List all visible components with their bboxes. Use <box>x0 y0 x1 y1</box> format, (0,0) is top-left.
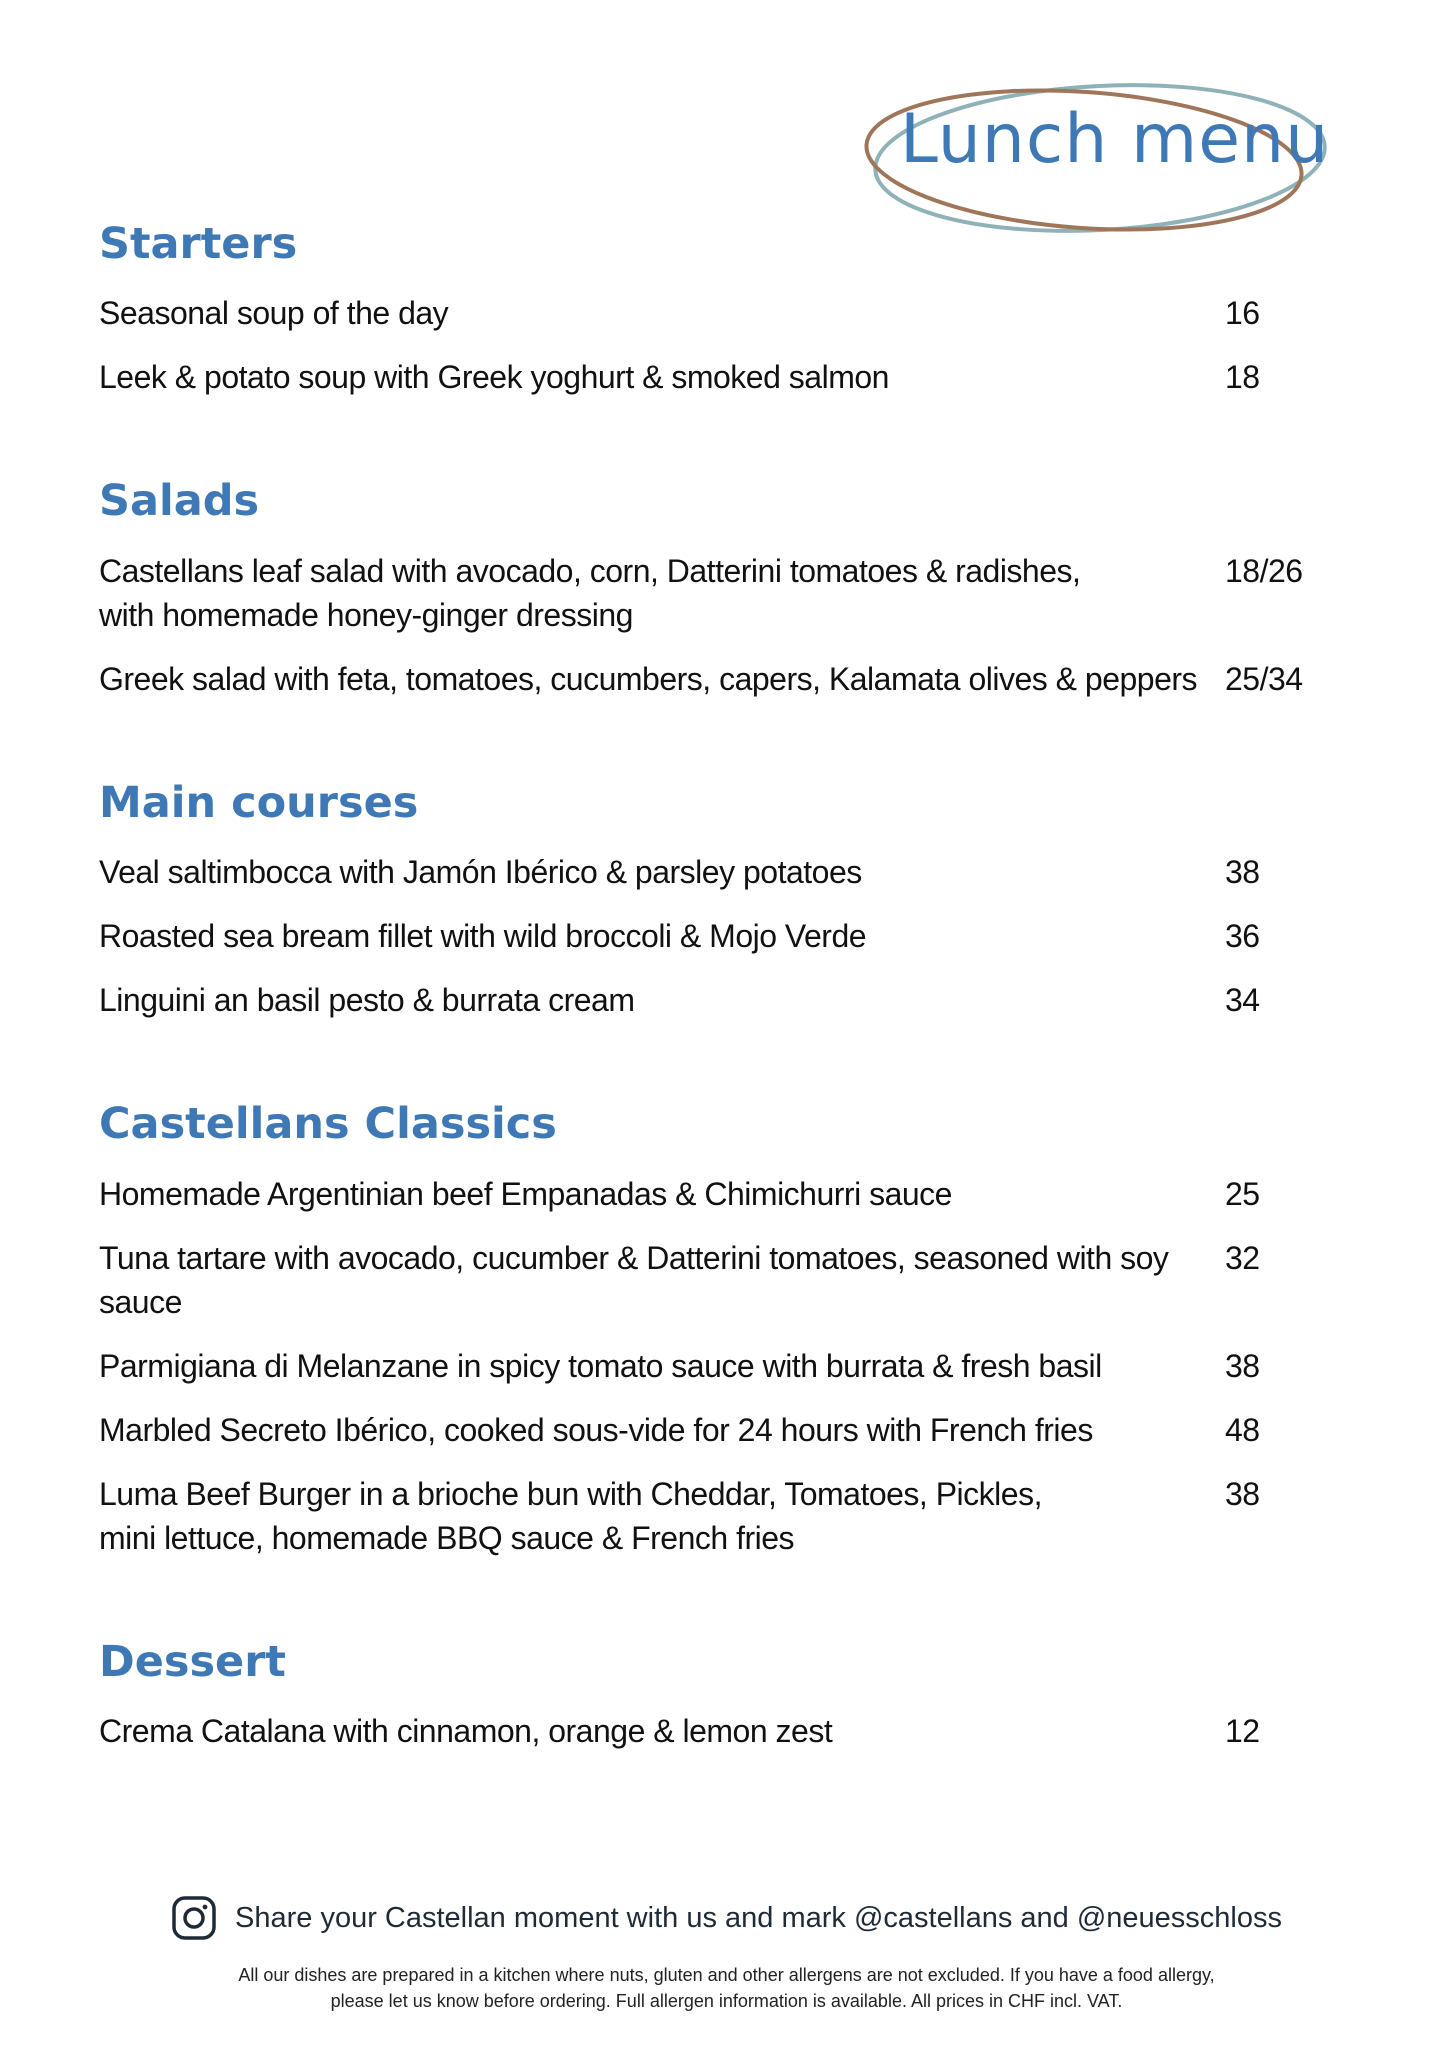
item-description: Parmigiana di Melanzane in spicy tomato sauce with burrata & fresh basil <box>99 1347 1102 1384</box>
share-text: Share your Castellan moment with us and mark @castellans and @neuesschloss <box>235 1901 1282 1934</box>
item-description: Marbled Secreto Ibérico, cooked sous-vide for 24 hours with French fries <box>99 1411 1093 1448</box>
page-title: Lunch menu <box>900 100 1330 179</box>
section-salads <box>99 477 1349 700</box>
menu-item <box>99 914 1349 958</box>
item-price: 16 <box>1225 295 1260 332</box>
section-dessert <box>99 1638 1349 1753</box>
menu-item <box>99 850 1349 894</box>
item-price: 25/34 <box>1225 660 1303 697</box>
section-castellans-classics <box>99 1100 1349 1559</box>
menu-item <box>99 1172 1349 1216</box>
item-price: 48 <box>1225 1411 1260 1448</box>
item-price: 34 <box>1225 982 1260 1019</box>
item-price: 38 <box>1225 1347 1260 1384</box>
item-price: 32 <box>1225 1239 1260 1276</box>
item-description: Crema Catalana with cinnamon, orange & lemon zest <box>99 1713 833 1750</box>
allergen-disclaimer: All our dishes are prepared in a kitchen where nuts, gluten and other allergens are not excluded. If you have a food allergy, please let us know before ordering. Full allergen information is available. All prices in CHF incl. VAT. <box>238 1965 1215 2011</box>
instagram-icon[interactable] <box>171 1895 217 1941</box>
section-main-courses <box>99 779 1349 1022</box>
item-description: Linguini an basil pesto & burrata cream <box>99 982 635 1019</box>
item-price: 38 <box>1225 854 1260 891</box>
item-price: 25 <box>1225 1175 1260 1212</box>
menu-item <box>99 1236 1349 1324</box>
menu-item <box>99 549 1349 637</box>
menu-item <box>99 1408 1349 1452</box>
item-description: Veal saltimbocca with Jamón Ibérico & parsley potatoes <box>99 854 862 891</box>
menu-item <box>99 1709 1349 1753</box>
item-price: 12 <box>1225 1713 1260 1750</box>
section-starters <box>99 220 1349 399</box>
item-price: 38 <box>1225 1475 1260 1512</box>
section-title: Starters <box>99 219 298 269</box>
section-title: Dessert <box>99 1636 286 1687</box>
item-description: Leek & potato soup with Greek yoghurt & smoked salmon <box>99 359 889 396</box>
item-description: Castellans leaf salad with avocado, corn, Datterini tomatoes & radishes, with homemade honey-ginger dressing <box>99 552 1081 633</box>
item-description: Roasted sea bream fillet with wild broccoli & Mojo Verde <box>99 918 867 955</box>
menu-item <box>99 1472 1349 1560</box>
item-price: 36 <box>1225 918 1260 955</box>
item-description: Greek salad with feta, tomatoes, cucumbers, capers, Kalamata olives & peppers <box>99 660 1198 697</box>
item-description: Seasonal soup of the day <box>99 295 449 332</box>
item-description: Luma Beef Burger in a brioche bun with Cheddar, Tomatoes, Pickles, mini lettuce, homemade BBQ sauce & French fries <box>99 1475 1042 1556</box>
menu-item <box>99 291 1349 335</box>
menu-item <box>99 978 1349 1022</box>
menu-item <box>99 657 1349 701</box>
item-description: Homemade Argentinian beef Empanadas & Chimichurri sauce <box>99 1175 952 1212</box>
item-description: Tuna tartare with avocado, cucumber & Datterini tomatoes, seasoned with soy sauce <box>99 1239 1169 1320</box>
share-row <box>171 1895 1282 1941</box>
footer <box>0 1895 1453 2014</box>
section-title: Salads <box>99 476 260 527</box>
item-price: 18/26 <box>1225 552 1303 589</box>
menu-content <box>99 220 1349 1831</box>
menu-item <box>99 355 1349 399</box>
section-title: Main courses <box>99 777 419 828</box>
item-price: 18 <box>1225 359 1260 396</box>
section-title: Castellans Classics <box>99 1099 557 1150</box>
menu-item <box>99 1344 1349 1388</box>
